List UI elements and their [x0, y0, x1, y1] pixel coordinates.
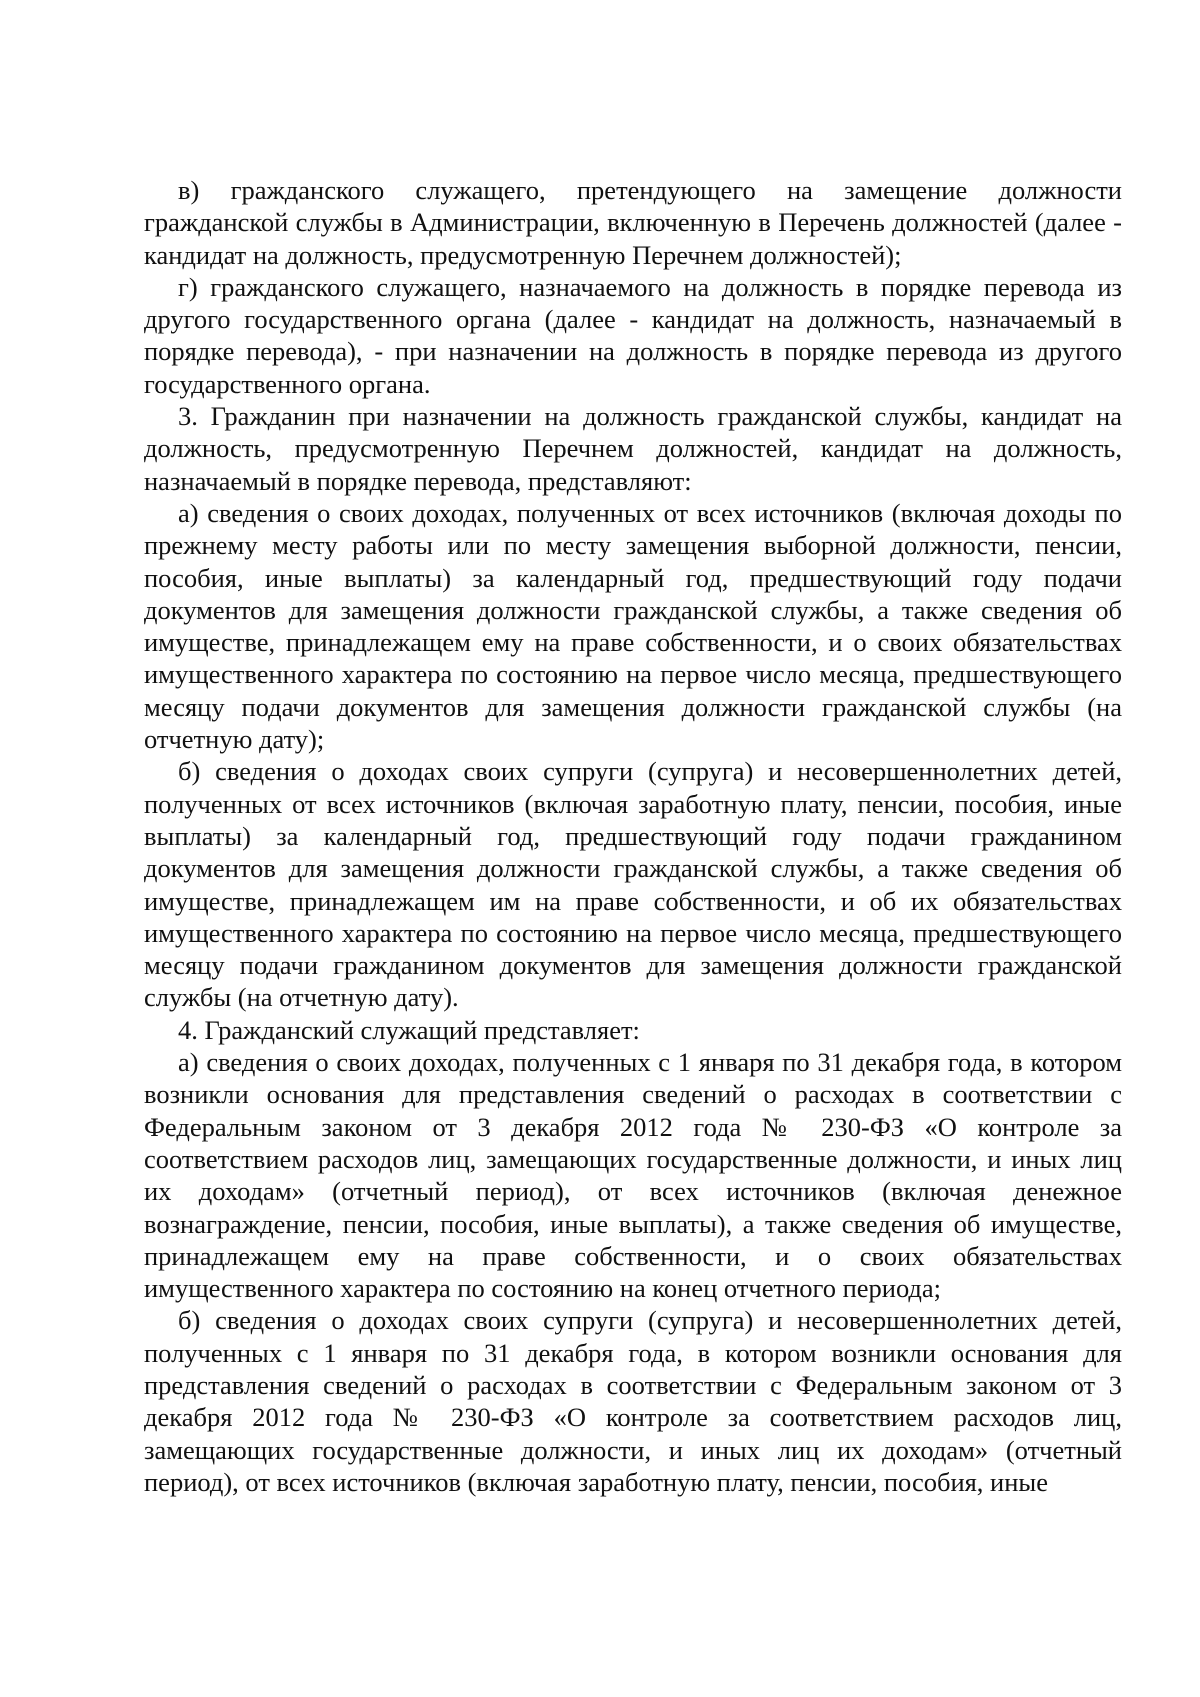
- paragraph-4b-family-income: б) сведения о доходах своих супруги (супруга) и несовершеннолетних детей, полученных с 1 января по 31 декабря года, в котором возникли основания для представления сведений о расходах в соответствии с Федеральным законом от 3 декабря 2012 года № 230-ФЗ «О контроле за соответствием расходов лиц, замещающих государственные должности, и иных лиц их доходам» (отчетный период), от всех источников (включая заработную плату, пенсии, пособия, иные: [144, 1305, 1122, 1497]
- paragraph-3a-own-income: а) сведения о своих доходах, полученных от всех источников (включая доходы по прежнему месту работы или по месту замещения выборной должности, пенсии, пособия, иные выплаты) за календарный год, предшествующий году подачи документов для замещения должности гражданской службы, а также сведения об имуществе, принадлежащем ему на праве собственности, и о своих обязательствах имущественного характера по состоянию на первое число месяца, предшествующего месяцу подачи документов для замещения должности гражданской службы (на отчетную дату);: [144, 497, 1122, 755]
- paragraph-3-citizen: 3. Гражданин при назначении на должность гражданской службы, кандидат на должность, предусмотренную Перечнем должностей, кандидат на должность, назначаемый в порядке перевода, представляют:: [144, 401, 1122, 496]
- document-body: [144, 174, 1122, 1498]
- paragraph-4-civil-servant: 4. Гражданский служащий представляет:: [178, 1014, 640, 1045]
- paragraph-4a-own-income: а) сведения о своих доходах, полученных с 1 января по 31 декабря года, в котором возникли основания для представления сведений о расходах в соответствии с Федеральным законом от 3 декабря 2012 года № 230-ФЗ «О контроле за соответствием расходов лиц, замещающих государственные должности, и иных лиц их доходам» (отчетный период), от всех источников (включая денежное вознаграждение, пенсии, пособия, иные выплаты), а также сведения об имуществе, принадлежащем ему на праве собственности, и о своих обязательствах имущественного характера по состоянию на конец отчетного периода;: [144, 1047, 1122, 1304]
- paragraph-3b-family-income: б) сведения о доходах своих супруги (супруга) и несовершеннолетних детей, полученных от всех источников (включая заработную плату, пенсии, пособия, иные выплаты) за календарный год, предшествующий году подачи гражданином документов для замещения должности гражданской службы, а также сведения об имуществе, принадлежащем им на праве собственности, и об их обязательствах имущественного характера по состоянию на первое число месяца, предшествующего месяцу подачи гражданином документов для замещения должности гражданской службы (на отчетную дату).: [144, 756, 1122, 1013]
- paragraph-v-candidate: в) гражданского служащего, претендующего на замещение должности гражданской службы в Администрации, включенную в Перечень должностей (далее - кандидат на должность, предусмотренную Перечнем должностей);: [144, 175, 1122, 270]
- paragraph-g-transfer: г) гражданского служащего, назначаемого на должность в порядке перевода из другого государственного органа (далее - кандидат на должность, назначаемый в порядке перевода), - при назначении на должность в порядке перевода из другого государственного органа.: [144, 271, 1122, 399]
